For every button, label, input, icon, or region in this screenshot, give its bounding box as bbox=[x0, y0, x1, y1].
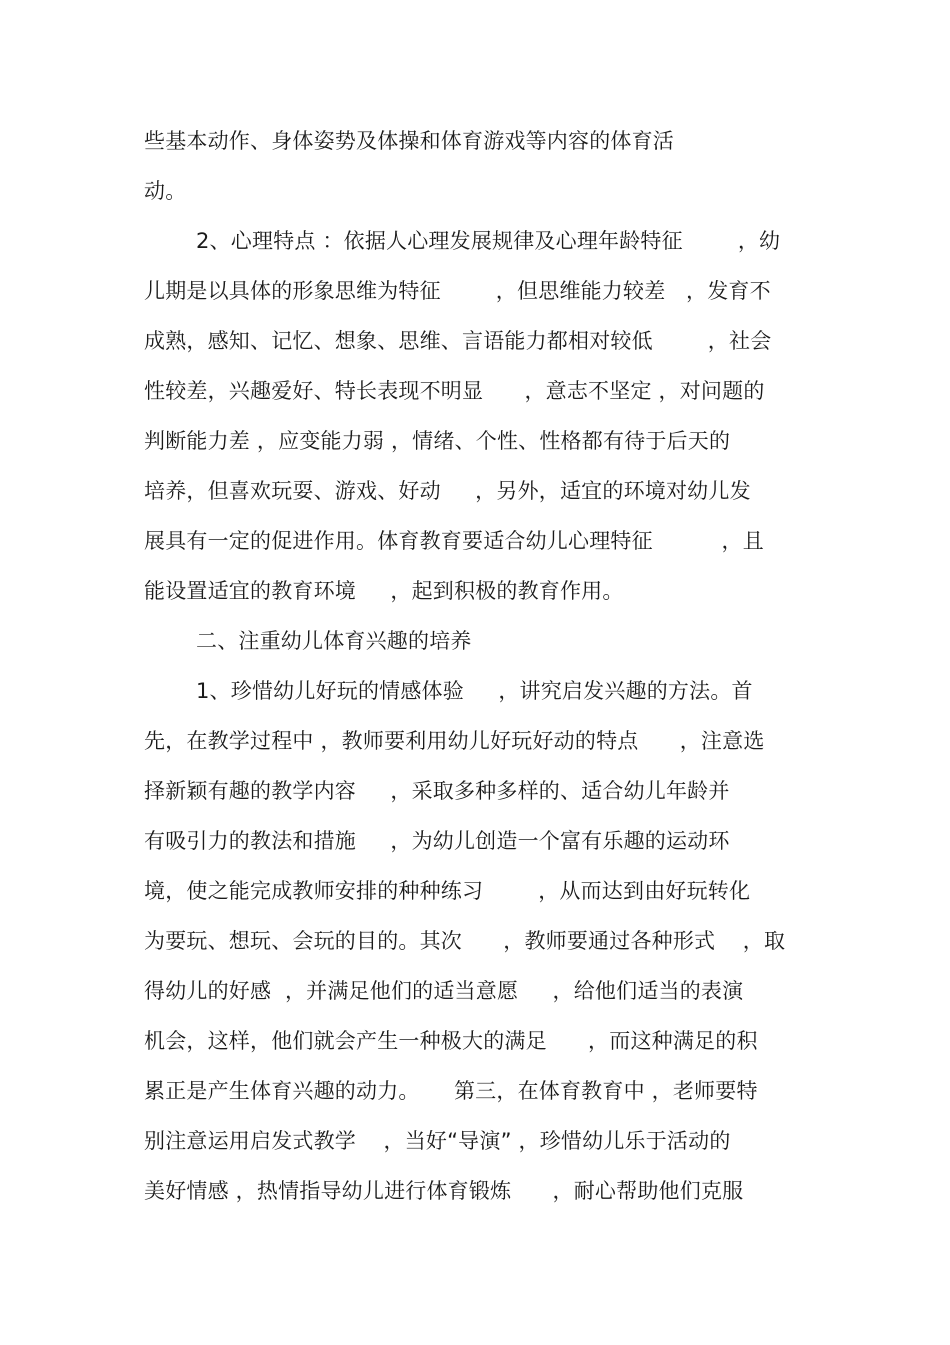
text-line: 儿期是以具体的形象思维为特征 ，但思维能力较差 ，发育不 bbox=[144, 279, 771, 303]
text-line: 成熟，感知、记忆、想象、思维、言语能力都相对较低 ，社会 bbox=[144, 329, 772, 353]
text-line: 先，在教学过程中 ，教师要利用幼儿好玩好动的特点 ，注意选 bbox=[144, 729, 765, 753]
text-line: 别注意运用启发式教学 ，当好“导演” ，珍惜幼儿乐于活动的 bbox=[144, 1129, 731, 1153]
paragraph-start-line: 2、心理特点 ：依据人心理发展规律及心理年龄特征 ，幼 bbox=[196, 229, 781, 253]
text-line: 展具有一定的促进作用。体育教育要适合幼儿心理特征 ，且 bbox=[144, 529, 764, 553]
text-line: 境，使之能完成教师安排的种种练习 ，从而达到由好玩转化 bbox=[144, 879, 751, 903]
text-line: 动。 bbox=[144, 179, 187, 203]
text-line: 得幼儿的好感 ，并满足他们的适当意愿 ，给他们适当的表演 bbox=[144, 979, 744, 1003]
text-line: 性较差，兴趣爱好、特长表现不明显 ，意志不坚定 ，对问题的 bbox=[144, 379, 765, 403]
text-line: 培养，但喜欢玩耍、游戏、好动 ，另外，适宜的环境对幼儿发 bbox=[144, 479, 751, 503]
text-line: 些基本动作、身体姿势及体操和体育游戏等内容的体育活 bbox=[144, 129, 674, 153]
text-line: 美好情感 ，热情指导幼儿进行体育锻炼 ，耐心帮助他们克服 bbox=[144, 1179, 744, 1203]
text-line: 择新颖有趣的教学内容 ，采取多种多样的、适合幼儿年龄并 bbox=[144, 779, 730, 803]
text-line: 有吸引力的教法和措施 ，为幼儿创造一个富有乐趣的运动环 bbox=[144, 829, 730, 853]
text-line: 能设置适宜的教育环境 ，起到积极的教育作用。 bbox=[144, 579, 624, 603]
paragraph-start-line: 1、珍惜幼儿好玩的情感体验 ，讲究启发兴趣的方法。首 bbox=[196, 679, 753, 703]
text-line: 累正是产生体育兴趣的动力。 第三，在体育教育中 ，老师要特 bbox=[144, 1079, 758, 1103]
text-line: 为要玩、想玩、会玩的目的。其次 ，教师要通过各种形式 ，取 bbox=[144, 929, 786, 953]
section-heading: 二、注重幼儿体育兴趣的培养 bbox=[196, 629, 472, 653]
text-line: 机会，这样，他们就会产生一种极大的满足 ，而这种满足的积 bbox=[144, 1029, 758, 1053]
text-line: 判断能力差 ，应变能力弱 ，情绪、个性、性格都有待于后天的 bbox=[144, 429, 731, 453]
